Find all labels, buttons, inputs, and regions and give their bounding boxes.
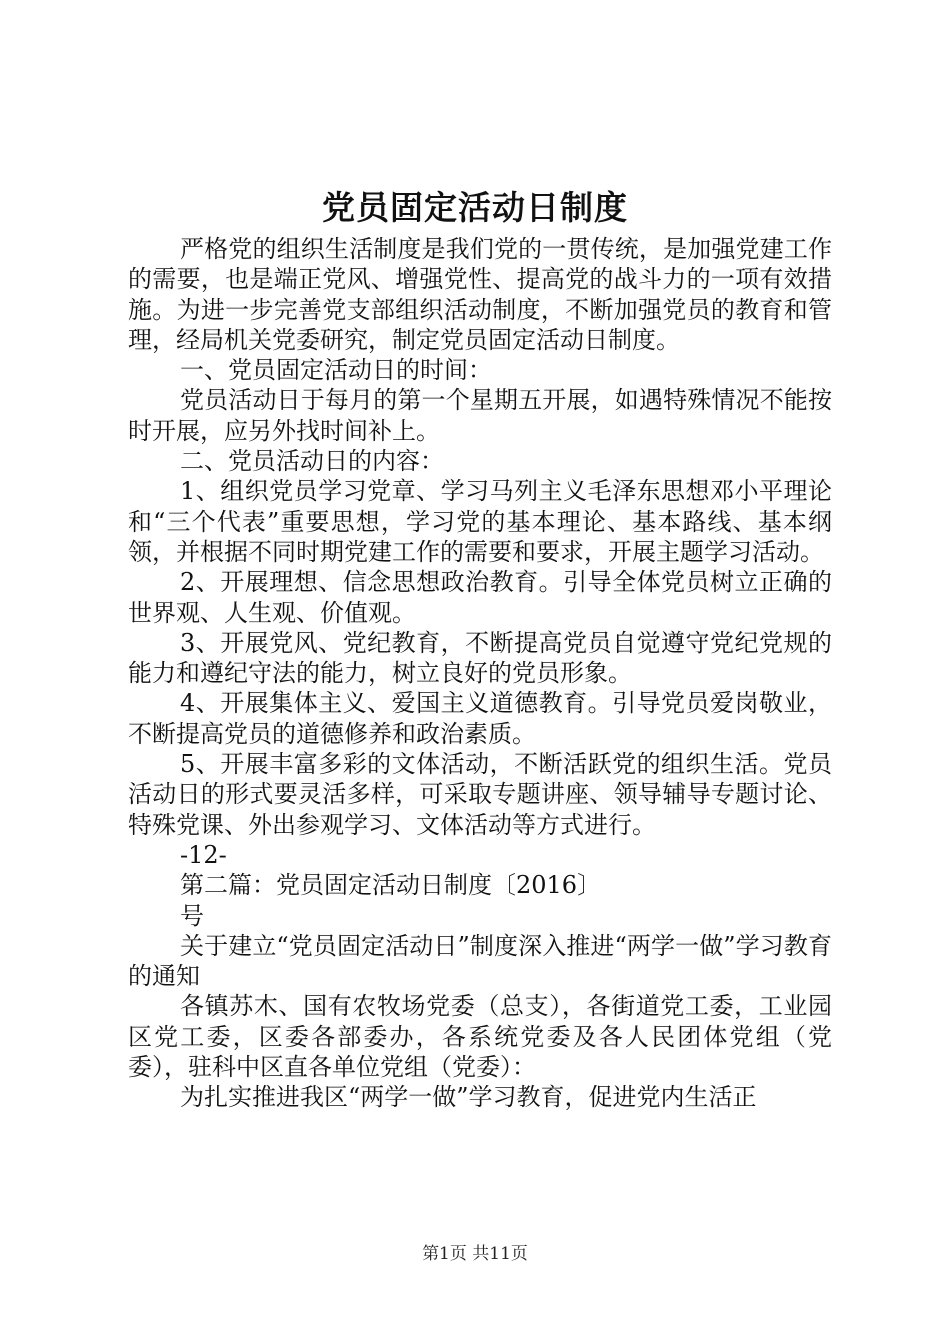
page-marker: -12- bbox=[180, 840, 227, 869]
paragraph: 号 bbox=[180, 901, 204, 930]
paragraph: 一、党员固定活动日的时间： bbox=[180, 356, 492, 385]
section-heading: 第二篇：党员固定活动日制度〔2016〕 bbox=[180, 871, 602, 900]
paragraph: 5、开展丰富多彩的文体活动，不断活跃党的组织生活。党员活动日的形式要灵活多样，可采取专题讲座、领导辅导专题讨论、特殊党课、外出参观学习、文体活动等方式进行。 bbox=[128, 750, 832, 839]
document-title: 党员固定活动日制度 bbox=[322, 188, 628, 227]
paragraph: 为扎实推进我区“两学一做”学习教育，促进党内生活正 bbox=[180, 1083, 757, 1112]
paragraph: 二、党员活动日的内容： bbox=[180, 447, 444, 476]
paragraph: 2、开展理想、信念思想政治教育。引导全体党员树立正确的世界观、人生观、价值观。 bbox=[128, 568, 832, 627]
document-body bbox=[128, 234, 832, 1113]
page-number-footer: 第1页 共11页 bbox=[422, 1244, 528, 1264]
notice-title: 关于建立“党员固定活动日”制度深入推进“两学一做”学习教育的通知 bbox=[128, 931, 832, 991]
paragraph: 4、开展集体主义、爱国主义道德教育。引导党员爱岗敬业，不断提高党员的道德修养和政治素质。 bbox=[128, 689, 832, 748]
paragraph: 3、开展党风、党纪教育，不断提高党员自觉遵守党纪党规的能力和遵纪守法的能力，树立良好的党员形象。 bbox=[128, 628, 832, 688]
recipients: 各镇苏木、国有农牧场党委（总支），各街道党工委，工业园区党工委，区委各部委办，各系统党委及各人民团体党组（党委），驻科中区直各单位党组（党委）： bbox=[128, 992, 832, 1082]
paragraph: 1、组织党员学习党章、学习马列主义毛泽东思想邓小平理论和“三个代表”重要思想，学习党的基本理论、基本路线、基本纲领，并根据不同时期党建工作的需要和要求，开展主题学习活动。 bbox=[128, 477, 832, 566]
paragraph: 严格党的组织生活制度是我们党的一贯传统，是加强党建工作的需要，也是端正党风、增强党性、提高党的战斗力的一项有效措施。为进一步完善党支部组织活动制度，不断加强党员的教育和管理，经局机关党委研究，制定党员固定活动日制度。 bbox=[128, 235, 832, 354]
paragraph: 党员活动日于每月的第一个星期五开展，如遇特殊情况不能按时开展，应另外找时间补上。 bbox=[128, 386, 832, 445]
